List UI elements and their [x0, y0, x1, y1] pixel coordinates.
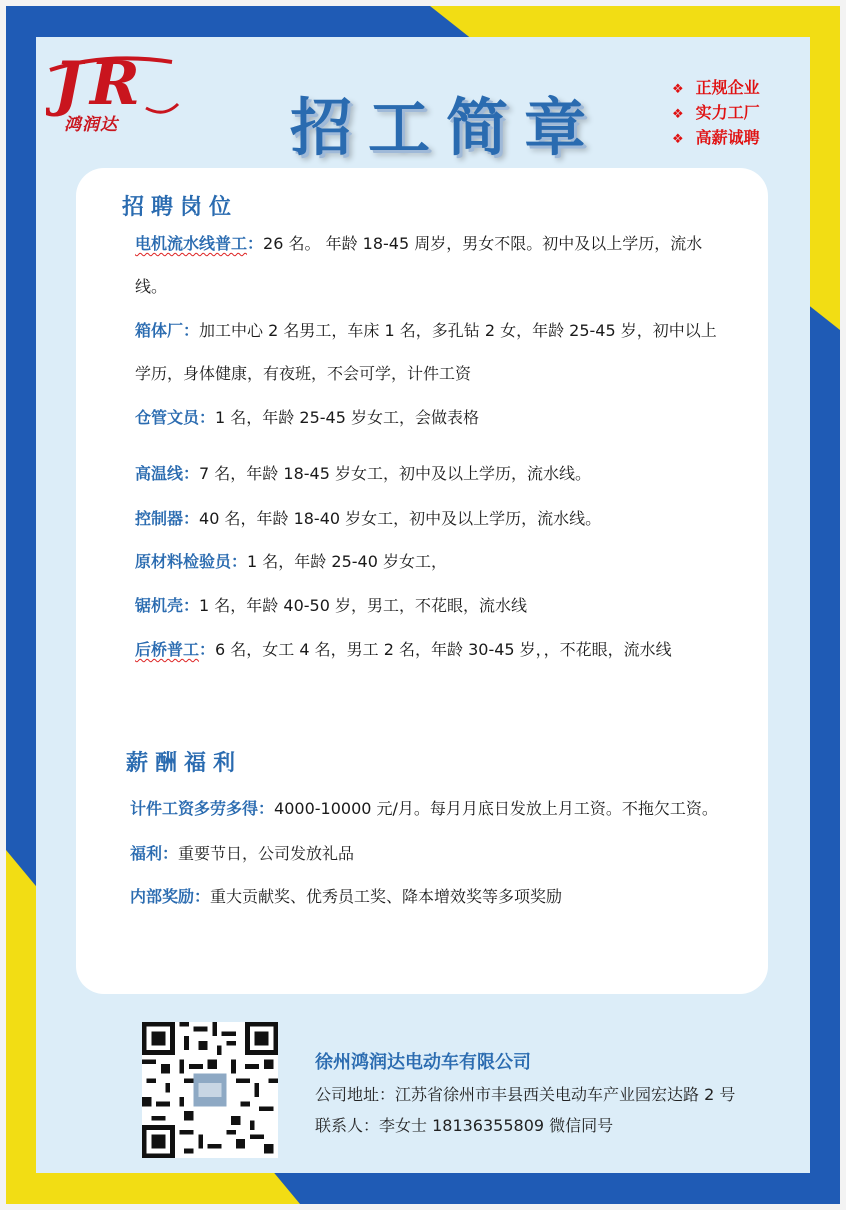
svg-text:J: J	[54, 49, 83, 119]
position-item: 控制器：40 名，年龄 18-40 岁女工，初中及以上学历，流水线。	[135, 509, 602, 528]
position-item: 高温线：7 名，年龄 18-45 岁女工，初中及以上学历，流水线。	[135, 464, 591, 483]
position-item: 原材料检验员：1 名，年龄 25-40 岁女工，	[135, 552, 447, 571]
position-item: 仓管文员：1 名，年龄 25-45 岁女工，会做表格	[135, 408, 479, 427]
page-title: 招工简章	[290, 91, 603, 164]
tagline-item: ❖ 实力工厂	[672, 103, 760, 122]
benefit-item: 内部奖励：重大贡献奖、优秀员工奖、降本增效奖等多项奖励	[130, 887, 563, 906]
logo-subtitle: 鸿润达	[64, 115, 118, 135]
position-item: 电机流水线普工：26 名。 年龄 18-45 周岁，男女不限。初中及以上学历，流水	[135, 234, 703, 253]
qr-code-icon	[142, 1022, 278, 1158]
position-item: 箱体厂：加工中心 2 名男工，车床 1 名，多孔钻 2 女，年龄 25-45 岁，初中以上	[135, 321, 717, 340]
company-name: 徐州鸿润达电动车有限公司	[315, 1052, 531, 1073]
content-card	[76, 168, 768, 994]
tagline-item: ❖ 正规企业	[672, 78, 760, 97]
positions-section-title: 招聘岗位	[122, 195, 239, 220]
benefits-section-title: 薪酬福利	[126, 751, 243, 776]
diamond-bullet-icon: ❖	[672, 132, 684, 147]
tagline-item: ❖ 高薪诚聘	[672, 128, 760, 147]
diamond-bullet-icon: ❖	[672, 107, 684, 122]
position-item-continued: 线。	[135, 277, 168, 296]
position-item: 锯机壳：1 名，年龄 40-50 岁，男工，不花眼，流水线	[135, 596, 527, 615]
diamond-bullet-icon: ❖	[672, 82, 684, 97]
position-item: 后桥普工：6 名，女工 4 名，男工 2 名，年龄 30-45 岁，，不花眼，流水线	[135, 640, 672, 659]
benefit-item: 福利：重要节日，公司发放礼品	[130, 844, 355, 863]
benefit-item: 计件工资多劳多得：4000-10000 元/月。每月月底日发放上月工资。不拖欠工资。	[130, 799, 718, 818]
position-item-continued: 学历，身体健康，有夜班，不会可学，计件工资	[135, 364, 472, 383]
company-address: 公司地址：江苏省徐州市丰县西关电动车产业园宏达路 2 号	[315, 1085, 736, 1104]
svg-text:R: R	[90, 49, 140, 119]
contact-person: 联系人：李女士 18136355809 微信同号	[315, 1116, 614, 1135]
